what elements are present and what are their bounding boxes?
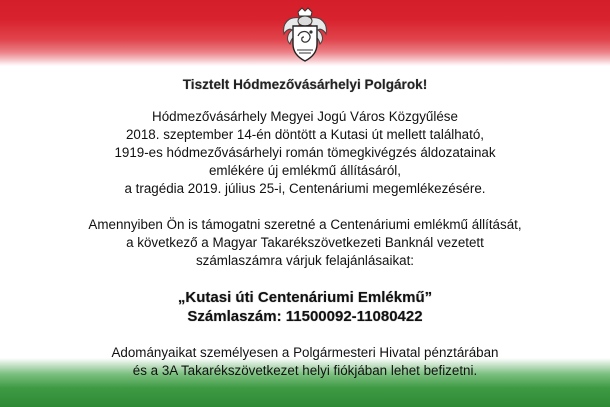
page-title: Tisztelt Hódmezővásárhelyi Polgárok!	[182, 77, 428, 92]
paragraph1-line: a tragédia 2019. július 25-i, Centenáriumi megemlékezésére.	[124, 181, 486, 196]
paragraph1-line: Hódmezővásárhely Megyei Jogú Város Közgyűlése	[152, 109, 458, 124]
paragraph2-line: Amennyiben Ön is támogatni szeretné a Centenáriumi emlékmű állítását,	[88, 217, 522, 232]
announcement	[0, 76, 610, 380]
paragraph1-line: 2018. szeptember 14-én döntött a Kutasi út mellett található,	[125, 127, 485, 142]
paragraph1-line: emlékére új emlékmű állításáról,	[208, 163, 401, 178]
paragraph3-line: és a 3A Takarékszövetkezet helyi fiókjában lehet befizetni.	[132, 363, 478, 378]
account-number: Számlaszám: 11500092-11080422	[187, 308, 423, 325]
paragraph2-line: számlaszámra várjuk felajánlásaikat:	[195, 253, 415, 268]
paragraph2-line: a következő a Magyar Takarékszövetkezeti Banknál vezetett	[126, 235, 484, 250]
paragraph1-line: 1919-es hódmezővásárhelyi román tömegkivégzés áldozatainak	[114, 145, 496, 160]
paragraph3-line: Adományaikat személyesen a Polgármesteri Hivatal pénztárában	[111, 345, 499, 360]
city-coat-of-arms-icon	[278, 6, 332, 64]
memorial-name: „Kutasi úti Centenáriumi Emlékmű”	[177, 289, 433, 306]
